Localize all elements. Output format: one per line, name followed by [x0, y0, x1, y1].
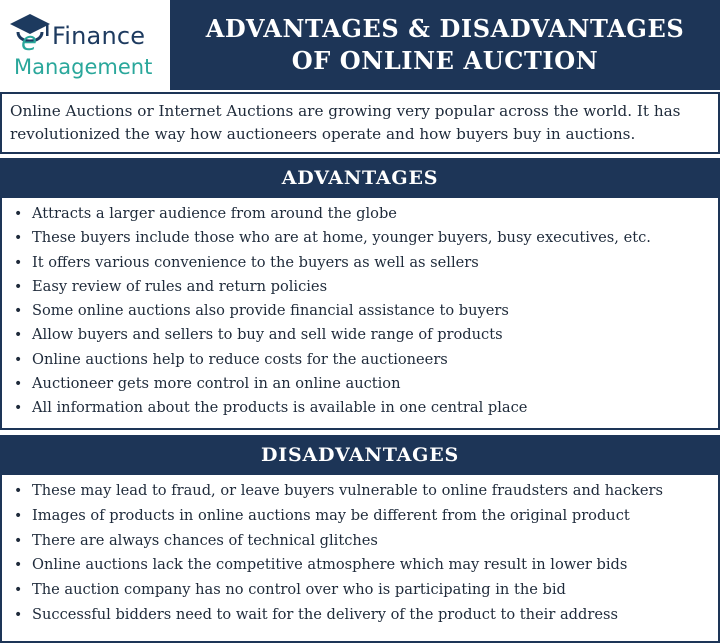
bullet-icon: • — [14, 230, 23, 247]
title-line-2: OF ONLINE AUCTION — [291, 46, 599, 75]
list-item-text: Auctioneer gets more control in an online auction — [32, 375, 401, 393]
list-item — [14, 226, 714, 250]
bullet-icon: • — [14, 376, 23, 393]
bullet-icon: • — [14, 400, 23, 417]
disadvantages-list-box — [0, 475, 720, 643]
list-item — [14, 202, 714, 226]
logo-line-finance: Finance — [52, 22, 146, 50]
list-item — [14, 553, 714, 578]
list-item — [14, 396, 714, 420]
list-item-text: Online auctions help to reduce costs for the auctioneers — [32, 350, 448, 368]
advantages-heading: ADVANTAGES — [0, 158, 720, 198]
list-item-text: These buyers include those who are at home, younger buyers, busy executives, etc. — [32, 229, 651, 247]
bullet-icon: • — [14, 532, 23, 549]
list-item-text: Images of products in online auctions may be different from the original product — [32, 506, 630, 524]
list-item — [14, 348, 714, 372]
list-item-text: The auction company has no control over who is participating in the bid — [32, 581, 566, 599]
list-item — [14, 323, 714, 347]
list-item-text: It offers various convenience to the buyers as well as sellers — [32, 253, 479, 271]
bullet-icon: • — [14, 303, 23, 320]
list-item-text: Allow buyers and sellers to buy and sell wide range of products — [32, 326, 503, 344]
bullet-icon: • — [14, 557, 23, 574]
list-item — [14, 479, 714, 504]
bullet-icon: • — [14, 351, 23, 368]
bullet-icon: • — [14, 483, 23, 499]
bullet-icon: • — [14, 327, 23, 344]
page-title — [170, 0, 720, 90]
disadvantages-heading: DISADVANTAGES — [0, 435, 720, 475]
list-item — [14, 275, 714, 299]
advantages-list-box — [0, 198, 720, 430]
advantages-list — [14, 202, 714, 421]
list-item — [14, 578, 714, 603]
bullet-icon: • — [14, 582, 23, 599]
list-item — [14, 299, 714, 323]
list-item — [14, 251, 714, 275]
bullet-icon: • — [14, 606, 23, 623]
logo-line-management: Management — [14, 55, 153, 79]
graduation-cap-e-icon — [6, 8, 52, 54]
list-item-text: All information about the products is available in one central place — [32, 399, 528, 417]
list-item-text: There are always chances of technical glitches — [32, 531, 378, 549]
list-item-text: Attracts a larger audience from around the globe — [32, 205, 397, 222]
disadvantages-list — [14, 479, 714, 628]
list-item — [14, 529, 714, 554]
bullet-icon: • — [14, 278, 23, 295]
title-line-1: ADVANTAGES & DISADVANTAGES — [205, 14, 685, 43]
list-item-text: Successful bidders need to wait for the delivery of the product to their address — [32, 605, 618, 623]
list-item — [14, 603, 714, 628]
list-item — [14, 372, 714, 396]
list-item-text: Some online auctions also provide financial assistance to buyers — [32, 302, 509, 320]
bullet-icon: • — [14, 507, 23, 524]
svg-text:e: e — [21, 27, 37, 54]
bullet-icon: • — [14, 254, 23, 271]
bullet-icon: • — [14, 206, 23, 222]
logo — [0, 0, 170, 90]
list-item-text: Online auctions lack the competitive atmosphere which may result in lower bids — [32, 556, 628, 574]
list-item-text: These may lead to fraud, or leave buyers vulnerable to online fraudsters and hackers — [32, 482, 663, 499]
list-item — [14, 504, 714, 529]
intro-paragraph: Online Auctions or Internet Auctions are growing very popular across the world. It has revolutionized the way how auctioneers operate and how buyers buy in auctions. — [0, 92, 720, 154]
list-item-text: Easy review of rules and return policies — [32, 277, 328, 295]
